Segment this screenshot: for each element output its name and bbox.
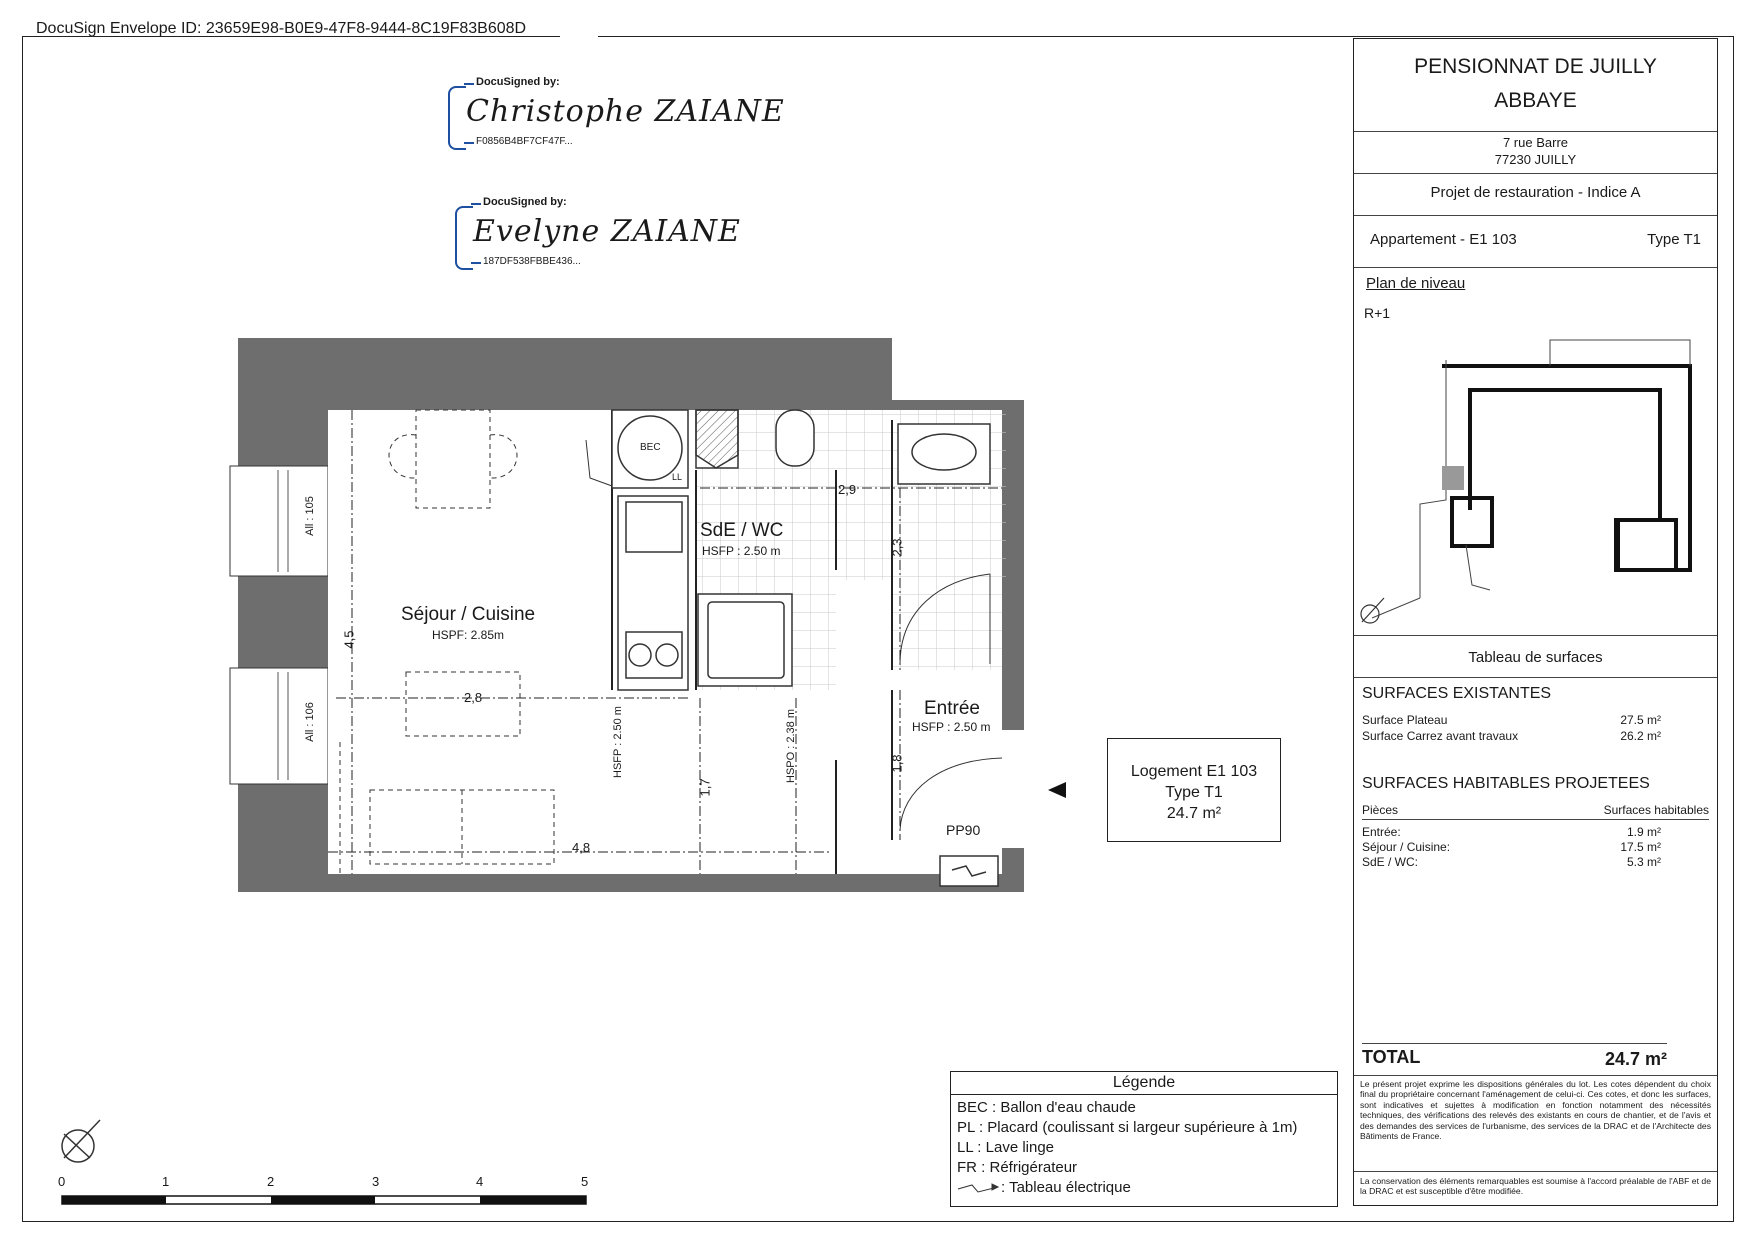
projected-label: SdE / WC: xyxy=(1362,855,1419,869)
project-title: PENSIONNAT DE JUILLY xyxy=(1414,55,1657,78)
dim-1-8: 1,8 xyxy=(889,754,905,773)
signature-header: DocuSigned by: xyxy=(483,196,567,208)
fixture-pp90: PP90 xyxy=(946,822,981,838)
disclaimer-note: Le présent projet exprime les dispositions générales du lot. Les cotes dépendent du choix final du propriétaire concernant l'aménagement de celui-ci. Ces cotes, et donc les surfaces, sont indicatives et sujettes à modification en fonction notamment des nécessités techniques, des vérifications des relevés des existants en cours de chantier, et de l'avis et des demandes des services de l'urbanisme, des services de la DRAC et de l'Architecte des Bâtiments de France. xyxy=(1360,1079,1711,1142)
projected-row xyxy=(1362,855,1661,869)
address-line-1: 7 rue Barre xyxy=(1502,135,1569,150)
signature-code: 187DF538FBBE436... xyxy=(483,256,581,267)
existing-row xyxy=(1362,729,1661,743)
dim-2-8: 2,8 xyxy=(464,690,483,705)
electrical-panel xyxy=(940,856,998,886)
scale-tick: 4 xyxy=(476,1174,484,1189)
logement-line-2: Type T1 xyxy=(1165,784,1223,801)
total-value: 24.7 m² xyxy=(1604,1049,1667,1069)
existing-value: 26.2 m² xyxy=(1620,729,1661,743)
signature-name: Evelyne ZAIANE xyxy=(473,214,741,249)
total-label: TOTAL xyxy=(1362,1047,1421,1067)
dim-2-3: 2,3 xyxy=(889,538,905,557)
logement-summary xyxy=(1107,738,1281,842)
room-name-entree: Entrée xyxy=(924,698,980,719)
window-all-105: All : 105 xyxy=(303,496,316,536)
projected-value: 1.9 m² xyxy=(1626,825,1661,839)
column-pieces: Pièces xyxy=(1362,803,1399,817)
room-name-sde: SdE / WC xyxy=(700,520,784,541)
window-all-106: All : 106 xyxy=(303,702,316,742)
projected-row xyxy=(1362,840,1661,854)
surface-table-title: Tableau de surfaces xyxy=(1468,649,1603,666)
dim-1-7: 1,7 xyxy=(697,778,713,797)
projected-label: Séjour / Cuisine: xyxy=(1362,840,1451,854)
column-surfaces: Surfaces habitables xyxy=(1603,803,1709,817)
apartment-type: Type T1 xyxy=(1647,231,1701,248)
height-hsfp-label: HSFP : 2.50 m xyxy=(611,706,624,778)
projected-surfaces-title: SURFACES HABITABLES PROJETEES xyxy=(1362,775,1650,792)
title-block xyxy=(1353,38,1718,1206)
room-height-sde: HSFP : 2.50 m xyxy=(702,544,781,558)
legend-box xyxy=(950,1071,1338,1207)
project-phase: Projet de restauration - Indice A xyxy=(1430,184,1641,201)
room-height-entree: HSFP : 2.50 m xyxy=(912,720,991,734)
logement-line-1: Logement E1 103 xyxy=(1130,763,1258,780)
legend-item: FR : Réfrigérateur xyxy=(957,1159,1078,1176)
legend-title: Légende xyxy=(951,1072,1337,1095)
scale-bar xyxy=(62,1196,586,1204)
signature-code: F0856B4BF7CF47F... xyxy=(476,136,573,147)
legend-item: PL : Placard (coulissant si largeur supérieure à 1m) xyxy=(957,1119,1298,1136)
scale-tick: 0 xyxy=(58,1174,66,1189)
signature-header: DocuSigned by: xyxy=(476,76,560,88)
fixture-ll: LL xyxy=(672,472,683,482)
dim-2-9: 2,9 xyxy=(838,482,857,497)
apartment-ref: Appartement - E1 103 xyxy=(1370,231,1517,248)
project-subtitle: ABBAYE xyxy=(1494,89,1577,112)
kitchen xyxy=(618,496,688,690)
logement-line-3: 24.7 m² xyxy=(1166,805,1222,822)
projected-header xyxy=(1362,803,1709,817)
room-height-sejour: HSPF: 2.85m xyxy=(432,628,505,642)
scale-tick: 2 xyxy=(267,1174,275,1189)
scale-tick: 5 xyxy=(581,1174,589,1189)
projected-value: 17.5 m² xyxy=(1620,840,1661,854)
fixture-bec: BEC xyxy=(640,442,661,453)
height-hspo-label: HSPO : 2.38 m xyxy=(784,709,797,783)
projected-label: Entrée: xyxy=(1362,825,1401,839)
existing-surfaces-title: SURFACES EXISTANTES xyxy=(1362,685,1552,702)
legend-item: LL : Lave linge xyxy=(957,1139,1055,1156)
existing-label: Surface Plateau xyxy=(1362,713,1448,727)
envelope-id: DocuSign Envelope ID: 23659E98-B0E9-47F8-9444-8C19F83B608D xyxy=(36,20,527,37)
room-name-sejour: Séjour / Cuisine xyxy=(401,604,536,625)
address-line-2: 77230 JUILLY xyxy=(1494,152,1577,167)
conservation-note: La conservation des éléments remarquables est soumise à l'accord préalable de l'ABF et de la DRAC et est susceptible d'être modifiée. xyxy=(1360,1176,1711,1197)
dim-4-5: 4,5 xyxy=(341,630,357,649)
projected-row xyxy=(1362,825,1661,839)
existing-row xyxy=(1362,713,1661,727)
level-label: R+1 xyxy=(1364,305,1391,321)
plan-label: Plan de niveau xyxy=(1366,275,1466,292)
legend-item: : Tableau électrique xyxy=(1001,1179,1131,1196)
scale-tick: 1 xyxy=(162,1174,170,1189)
signature-name: Christophe ZAIANE xyxy=(466,94,785,129)
compass-icon xyxy=(62,1120,100,1162)
dim-4-8: 4,8 xyxy=(572,840,591,855)
existing-value: 27.5 m² xyxy=(1620,713,1661,727)
legend-item: BEC : Ballon d'eau chaude xyxy=(957,1099,1136,1116)
projected-value: 5.3 m² xyxy=(1626,855,1661,869)
scale-tick: 3 xyxy=(372,1174,380,1189)
existing-label: Surface Carrez avant travaux xyxy=(1362,729,1519,743)
